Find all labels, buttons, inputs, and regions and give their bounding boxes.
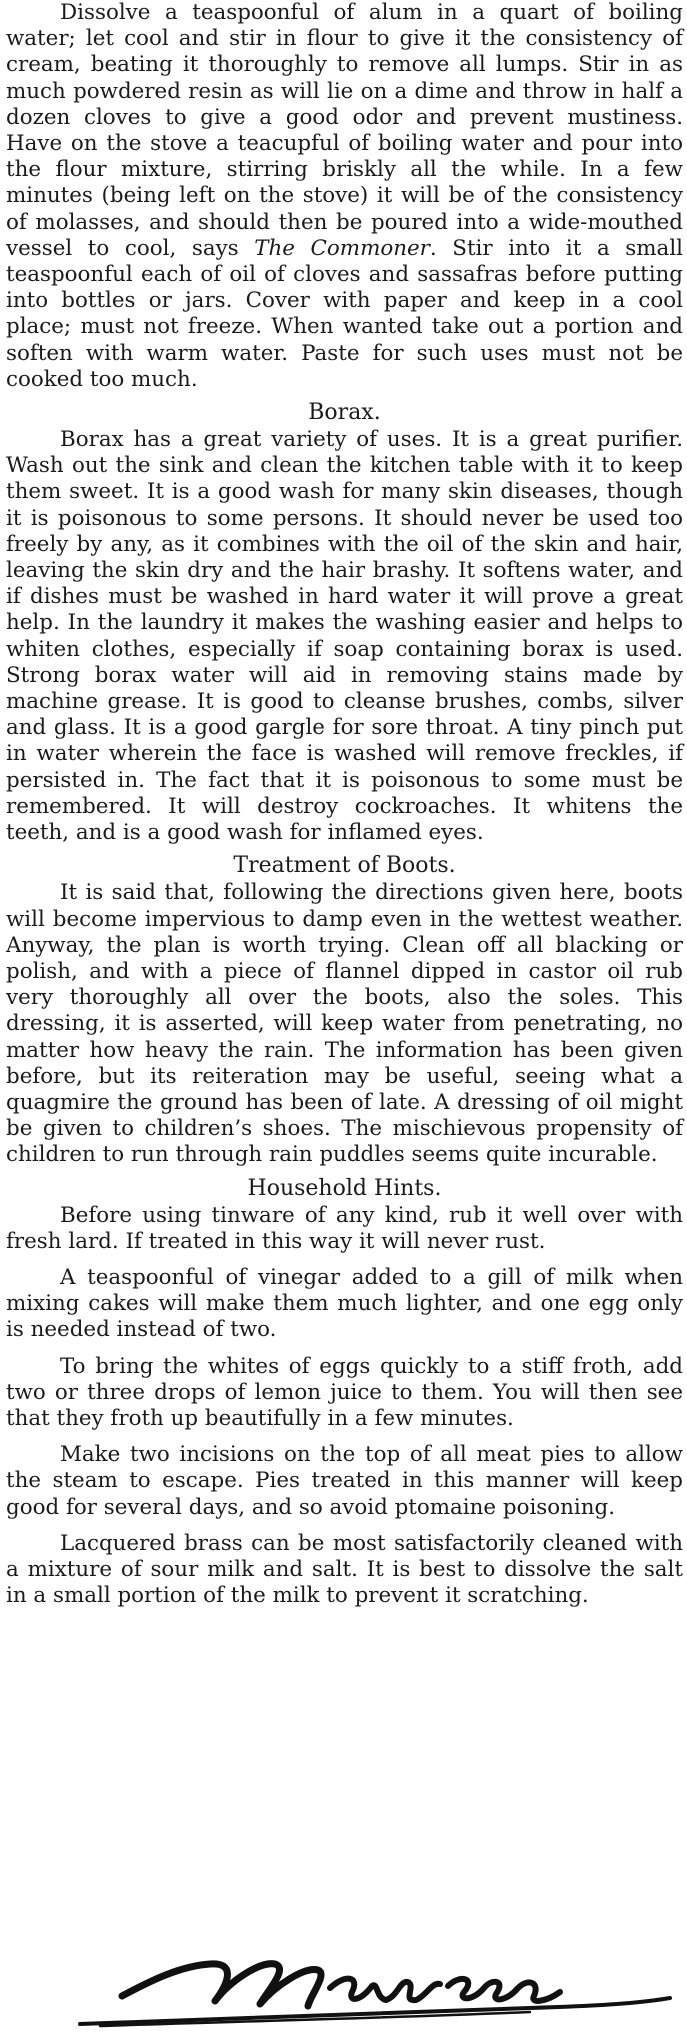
hint-paragraph: Make two incisions on the top of all meat pies to allow the steam to escape. Pies treated in this manner will keep good for several days, and so avoid ptomaine poisoning. [6,1442,683,1520]
hint-paragraph: Lacquered brass can be most satisfactorily cleaned with a mixture of sour milk and salt. It is best to dissolve the salt in a small portion of the milk to prevent it scratching. [6,1530,683,1609]
source-title: The Commoner [254,235,430,261]
intro-text-1: Dissolve a teaspoonful of alum in a quart of boiling water; let cool and stir in flour to give it the consistency of cream, beating it thoroughly to remove all lumps. Stir in as much powdered resin as will lie on a dime and throw in half a dozen cloves to give a good odor and prevent mustiness. Have on the stove a teacupful of boiling water and pour into the flour mixture, stirring briskly all the while. In a few minutes (being left on the stove) it will be of the consistency of molasses, and should then be poured into a wide-mouthed vessel to cool, says [6,0,683,261]
hint-paragraph: A teaspoonful of vinegar added to a gill of milk when mixing cakes will make them much lighter, and one egg only is needed instead of two. [6,1264,683,1343]
section-heading-boots: Treatment of Boots. [233,853,456,879]
intro-text-2: . Stir into it a small teaspoonful each of oil of cloves and sassafras before putting into bottles or jars. Cover with paper and keep in a cool place; must not freeze. When wanted take out a portion and soften with warm water. Paste for such uses must not be cooked too much. [6,235,683,392]
intro-paragraph [6,0,683,393]
borax-paragraph: Borax has a great variety of uses. It is a great purifier. Wash out the sink and clean the kitchen table with it to keep them sweet. It is a good wash for many skin diseases, though it is poisonous to some persons. It should never be used too freely by any, as it combines with the oil of the skin and hair, leaving the skin dry and the hair brashy. It softens water, and if dishes must be washed in hard water it will prove a great help. In the laundry it makes the washing easier and helps to whiten clothes, especially if soap containing borax is used. Strong borax water will aid in removing stains made by machine grease. It is good to cleanse brushes, combs, silver and glass. It is a good gargle for sore throat. A tiny pinch put in water wherein the face is washed will remove freckles, if persisted in. The fact that it is poisonous to some must be remembered. It will destroy cockroaches. It whitens the teeth, and is a good wash for inflamed eyes. [6,427,683,846]
hint-paragraph: Before using tinware of any kind, rub it well over with fresh lard. If treated in this way it will never rust. [6,1202,683,1254]
signature-maureen [60,1926,680,2036]
boots-paragraph: It is said that, following the directions given here, boots will become impervious to damp even in the wettest weather. Anyway, the plan is worth trying. Clean off all blacking or polish, and with a piece of flannel dipped in castor oil rub very thoroughly all over the boots, also the soles. This dressing, it is asserted, will keep water from penetrating, no matter how heavy the rain. The information has been given before, but its reiteration may be useful, seeing what a quagmire the ground has been of late. A dressing of oil might be given to children’s shoes. The mischievous propensity of children to run through rain puddles seems quite incurable. [6,880,683,1168]
section-heading-hints: Household Hints. [247,1175,442,1201]
section-heading-borax: Borax. [308,400,381,426]
hint-paragraph: To bring the whites of eggs quickly to a stiff froth, add two or three drops of lemon juice to them. You will then see that they froth up beautifully in a few minutes. [6,1353,683,1431]
